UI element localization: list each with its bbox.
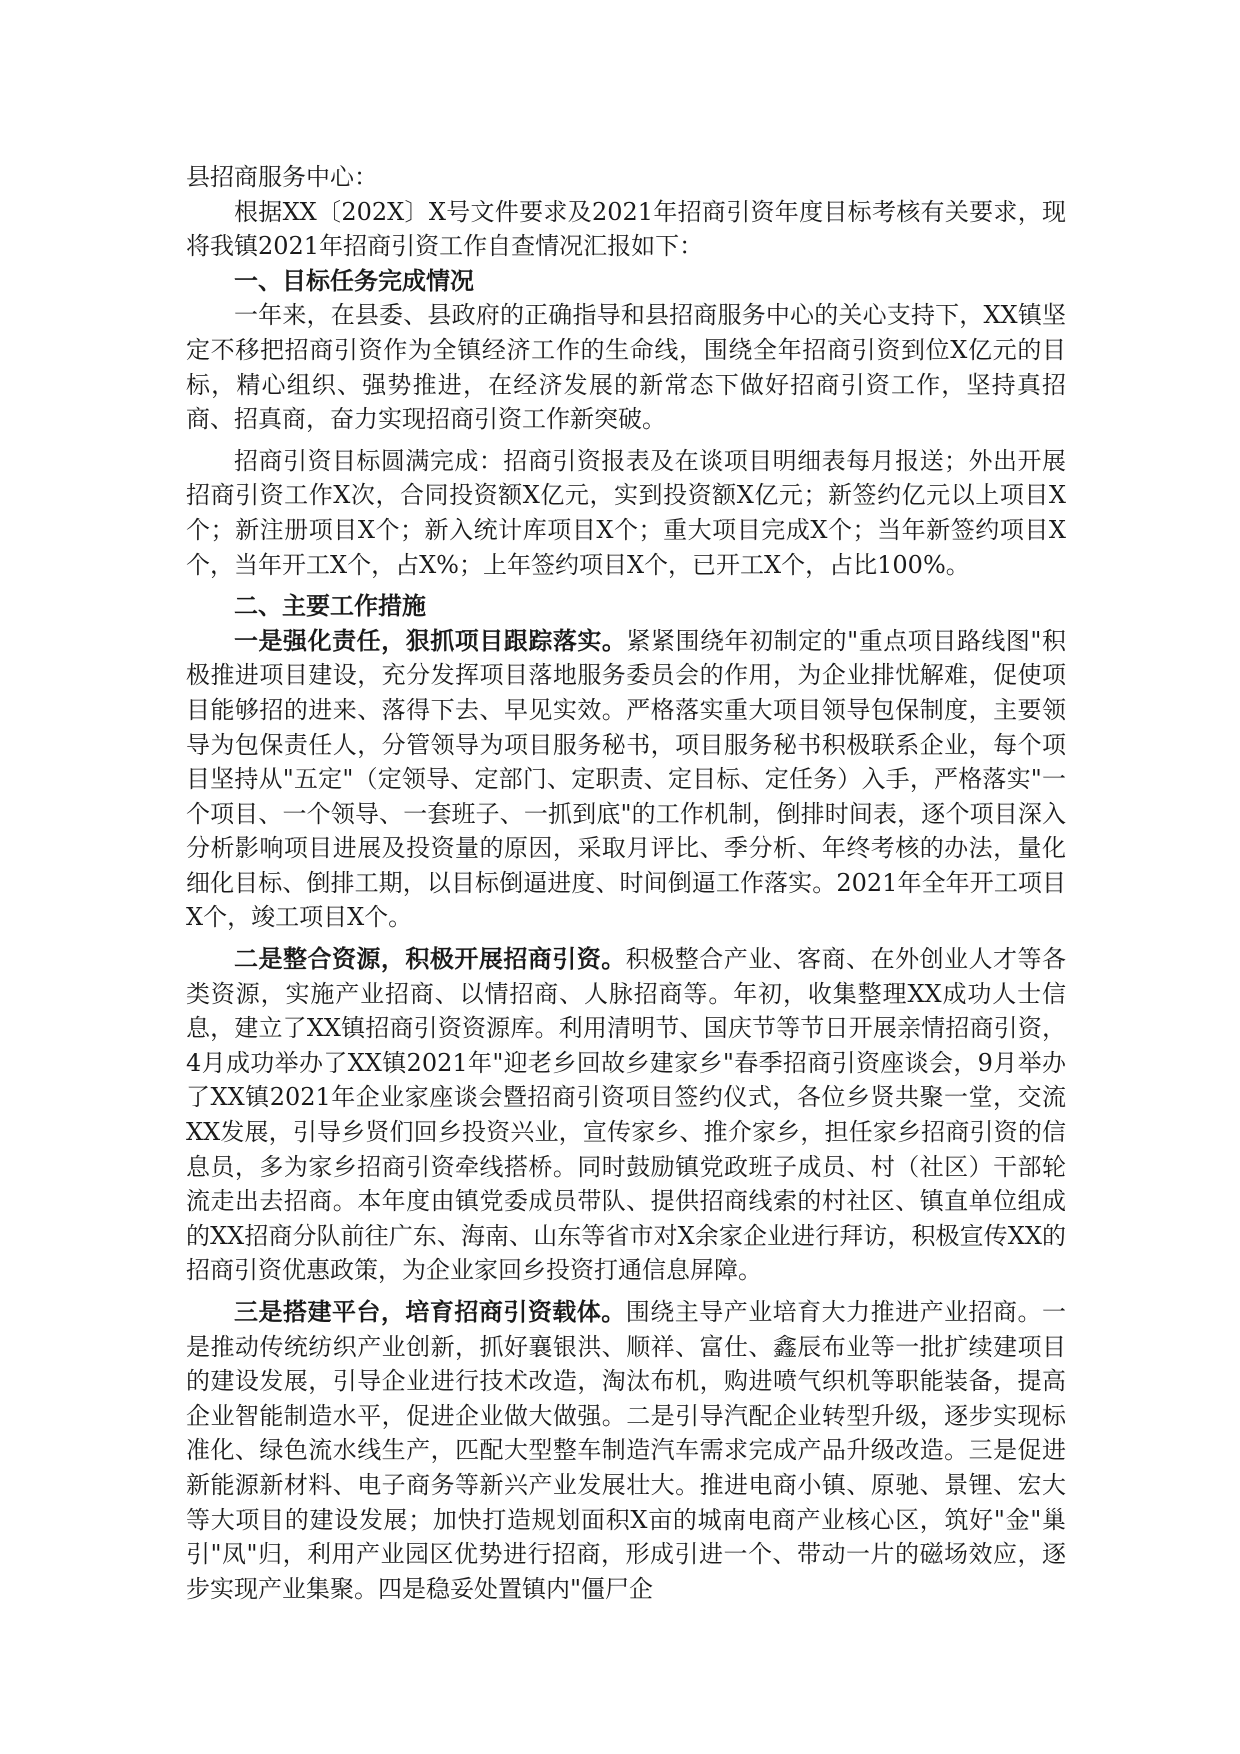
item-1-lead: 一是强化责任，狠抓项目跟踪落实。 [234, 625, 627, 655]
item-2-body: 积极整合产业、客商、在外创业人才等各类资源，实施产业招商、以情招商、人脉招商等。年初，收集整理XX成功人士信息，建立了XX镇招商引资资源库。利用清明节、国庆节等节日开展亲情招商引资，4月成功举办了XX镇2021年"迎老乡回故乡建家乡"春季招商引资座谈会，9月举办了XX镇2021年企业家座谈会暨招商引资项目签约仪式，各位乡贤共聚一堂，交流XX发展，引导乡贤们回乡投资兴业，宣传家乡、推介家乡，担任家乡招商引资的信息员，多为家乡招商引资牵线搭桥。同时鼓励镇党政班子成员、村（社区）干部轮流走出去招商。本年度由镇党委成员带队、提供招商线索的村社区、镇直单位组成的XX招商分队前往广东、海南、山东等省市对X余家企业进行拜访，积极宣传XX的招商引资优惠政策，为企业家回乡投资打通信息屏障。 [186, 945, 1067, 1285]
item-3-body: 围绕主导产业培育大力推进产业招商。一是推动传统纺织产业创新，抓好襄银洪、顺祥、富仕、鑫辰布业等一批扩续建项目的建设发展，引导企业进行技术改造，淘汰布机，购进喷气织机等职能装备，提高企业智能制造水平，促进企业做大做强。二是引导汽配企业转型升级，逐步实现标准化、绿色流水线生产，匹配大型整车制造汽车需求完成产品升级改造。三是促进新能源新材料、电子商务等新兴产业发展壮大。推进电商小镇、原驰、景锂、宏大等大项目的建设发展；加快打造规划面积X亩的城南电商产业核心区，筑好"金"巢引"凤"归，利用产业园区优势进行招商，形成引进一个、带动一片的磁场效应，逐步实现产业集聚。四是稳妥处置镇内"僵尸企 [186, 1298, 1067, 1603]
item-1-body: 紧紧围绕年初制定的"重点项目路线图"积极推进项目建设，充分发挥项目落地服务委员会的作用，为企业排忧解难，促使项目能够招的进来、落得下去、早见实效。严格落实重大项目领导包保制度，主要领导为包保责任人，分管领导为项目服务秘书，项目服务秘书积极联系企业，每个项目坚持从"五定"（定领导、定部门、定职责、定目标、定任务）入手，严格落实"一个项目、一个领导、一套班子、一抓到底"的工作机制，倒排时间表，逐个项目深入分析影响项目进展及投资量的原因，采取月评比、季分析、年终考核的办法，量化细化目标、倒排工期，以目标倒逼进度、时间倒逼工作落实。2021年全年开工项目X个，竣工项目X个。 [186, 626, 1067, 932]
section-2-item-1 [186, 624, 1066, 935]
item-3-lead: 三是搭建平台，培育招商引资载体。 [234, 1297, 626, 1326]
intro-paragraph: 根据XX〔202X〕X号文件要求及2021年招商引资年度目标考核有关要求，现将我镇2021年招商引资工作自查情况汇报如下： [186, 197, 1066, 261]
section-2-item-2 [186, 942, 1066, 1288]
section-2-heading: 二、主要工作措施 [234, 591, 426, 621]
item-2-lead: 二是整合资源，积极开展招商引资。 [234, 944, 626, 974]
section-1-paragraph-2: 招商引资目标圆满完成：招商引资报表及在谈项目明细表每月报送；外出开展招商引资工作X次，合同投资额X亿元，实到投资额X亿元；新签约亿元以上项目X个；新注册项目X个；新入统计库项目X个；重大项目完成X个；当年新签约项目X个，当年开工X个，占X%；上年签约项目X个，已开工X个，占比100%。 [186, 446, 1066, 579]
document-body [186, 160, 1066, 1606]
section-2-item-3 [186, 1295, 1066, 1606]
section-1-heading: 一、目标任务完成情况 [234, 265, 474, 295]
section-1-paragraph-1: 一年来，在县委、县政府的正确指导和县招商服务中心的关心支持下，XX镇坚定不移把招商引资作为全镇经济工作的生命线，围绕全年招商引资到位X亿元的目标，精心组织、强势推进，在经济发展的新常态下做好招商引资工作，坚持真招商、招真商，奋力实现招商引资工作新突破。 [186, 301, 1066, 434]
recipient-line: 县招商服务中心： [186, 163, 378, 191]
